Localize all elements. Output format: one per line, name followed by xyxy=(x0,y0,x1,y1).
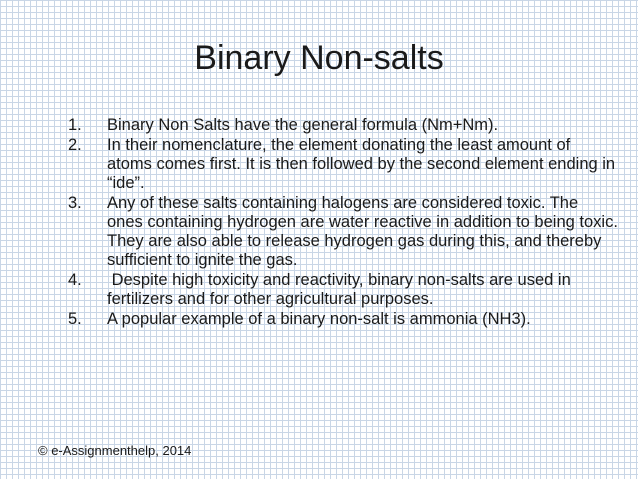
list-item xyxy=(38,116,618,135)
list-item-number: 5. xyxy=(68,310,82,328)
list-item xyxy=(38,271,618,309)
list-item-number: 4. xyxy=(68,271,82,289)
list-item xyxy=(38,136,618,193)
list-item-text: Binary Non Salts have the general formula (Nm+Nm). xyxy=(107,116,499,134)
list-item xyxy=(38,310,618,329)
list-item xyxy=(38,194,623,270)
list-item-text: A popular example of a binary non-salt is ammonia (NH3). xyxy=(107,310,531,328)
list-item-text: Any of these salts containing halogens are considered toxic. The ones containing hydrogen are water reactive in addition to being toxic. They are also able to release hydrogen gas during this, and thereby sufficient to ignite the gas. xyxy=(107,194,623,269)
copyright-footer: © e-Assignmenthelp, 2014 xyxy=(38,443,192,458)
list-item-number: 2. xyxy=(68,136,82,154)
list-item-text: In their nomenclature, the element donating the least amount of atoms comes first. It is then followed by the second element ending in “ide”. xyxy=(107,136,620,192)
list-item-number: 3. xyxy=(68,194,82,212)
list-item-number: 1. xyxy=(68,116,82,134)
slide-title: Binary Non-salts xyxy=(194,39,444,77)
list-item-text: Despite high toxicity and reactivity, binary non-salts are used in fertilizers and for other agricultural purposes. xyxy=(107,271,576,308)
numbered-list xyxy=(38,116,623,330)
